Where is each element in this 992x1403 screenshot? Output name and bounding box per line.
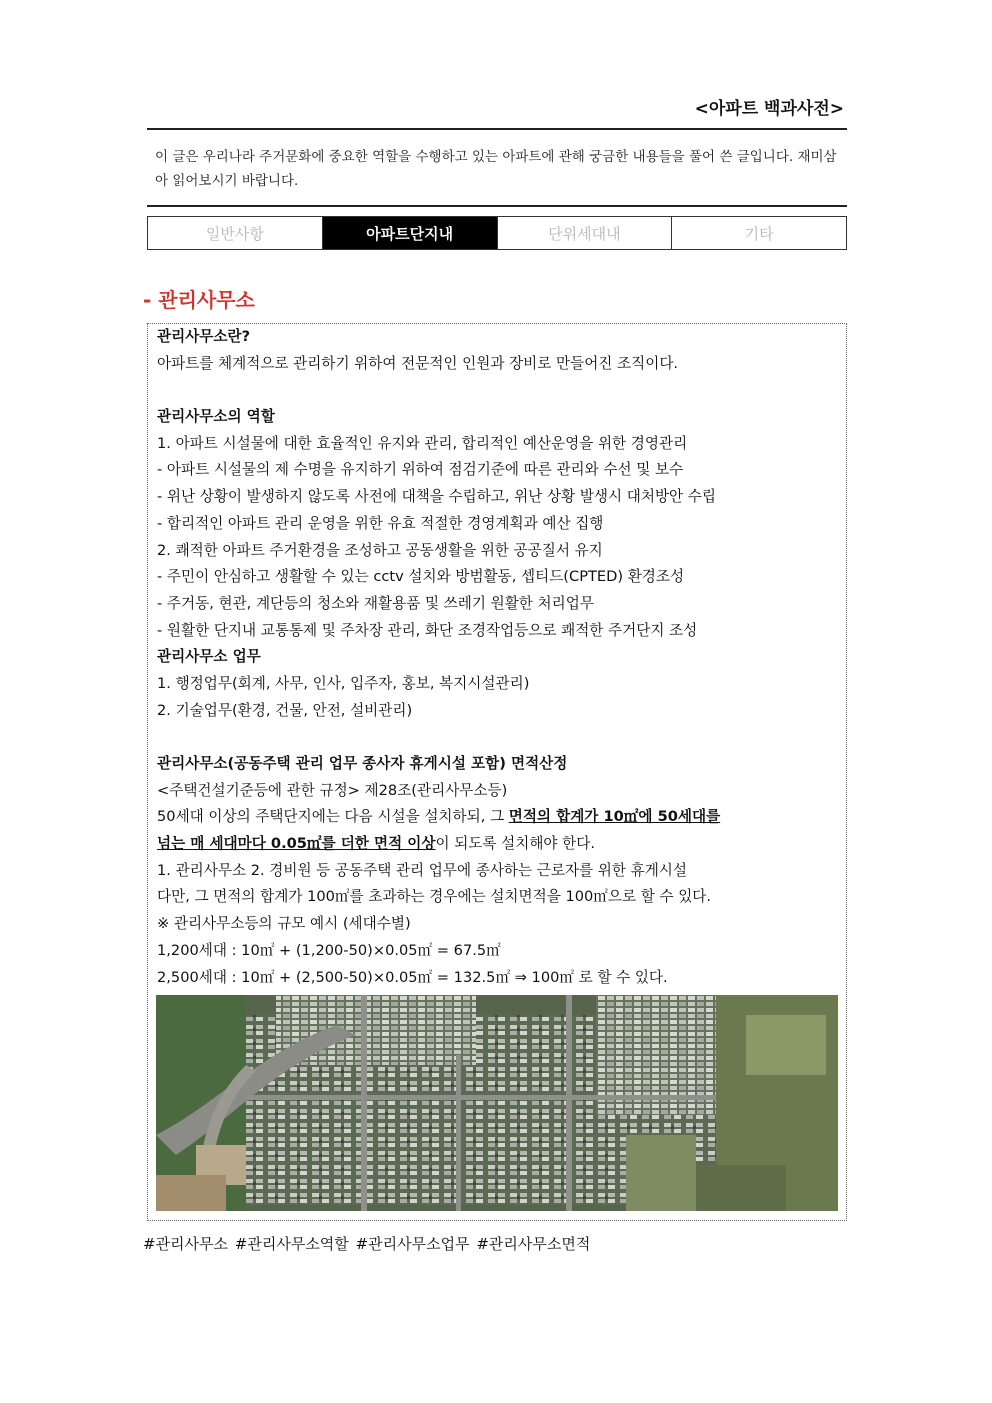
- definition-text: 아파트를 체계적으로 관리하기 위하여 전문적인 인원과 장비로 만들어진 조직이다.: [157, 354, 679, 372]
- example-heading: ※ 관리사무소등의 규모 예시 (세대수별): [157, 915, 411, 933]
- aerial-photo-image: [156, 995, 838, 1211]
- content-box: [147, 323, 847, 1221]
- role-subitem: - 주민이 안심하고 생활할 수 있는 cctv 설치와 방범활동, 셉티드(CPTED) 환경조성: [157, 568, 685, 586]
- example-row: 1,200세대 : 10㎡ + (1,200-50)×0.05㎡ = 67.5㎡: [157, 941, 501, 959]
- example-row: 2,500세대 : 10㎡ + (2,500-50)×0.05㎡ = 132.5㎡ ⇒ 100㎡ 로 할 수 있다.: [157, 968, 668, 986]
- section-title: - 관리사무소: [143, 288, 255, 312]
- role-subitem: - 합리적인 아파트 관리 운영을 위한 유효 적절한 경영계획과 예산 집행: [157, 514, 604, 532]
- aerial-photo: [156, 995, 838, 1211]
- work-heading: 관리사무소 업무: [157, 648, 261, 666]
- role-heading: 관리사무소의 역할: [157, 408, 275, 426]
- intro-text: 이 글은 우리나라 주거문화에 중요한 역할을 수행하고 있는 아파트에 관해 궁금한 내용들을 풀어 쓴 글입니다. 재미삼아 읽어보시기 바랍니다.: [155, 149, 837, 189]
- role-item: 2. 쾌적한 아파트 주거환경을 조성하고 공동생활을 위한 공공질서 유지: [157, 541, 603, 559]
- top-divider: [147, 128, 847, 130]
- role-subitem: - 원활한 단지내 교통통제 및 주차장 관리, 화단 조경작업등으로 쾌적한 주거단지 조성: [157, 621, 698, 639]
- work-item: 2. 기술업무(환경, 건물, 안전, 설비관리): [157, 701, 413, 719]
- role-subitem: - 아파트 시설물의 제 수명을 유지하기 위하여 점검기준에 따른 관리와 수선 및 보수: [157, 461, 684, 479]
- area-text-plain: 50세대 이상의 주택단지에는 다음 시설을 설치하되, 그: [157, 808, 509, 826]
- area-rule-reference: <주택건설기준등에 관한 규정> 제28조(관리사무소등): [157, 781, 508, 799]
- spacer: [157, 377, 841, 404]
- intro-divider: [147, 205, 847, 207]
- tab-unit[interactable]: 단위세대내: [497, 217, 672, 249]
- tab-apartment-complex[interactable]: 아파트단지내: [322, 217, 497, 249]
- area-item: 다만, 그 면적의 합계가 100㎡를 초과하는 경우에는 설치면적을 100㎡으로 할 수 있다.: [157, 888, 712, 906]
- work-item: 1. 행정업무(회계, 사무, 인사, 입주자, 홍보, 복지시설관리): [157, 674, 530, 692]
- area-text-plain: 이 되도록 설치해야 한다.: [435, 835, 595, 853]
- role-item: 1. 아파트 시설물에 대한 효율적인 유지와 관리, 합리적인 예산운영을 위한 경영관리: [157, 434, 688, 452]
- area-text-emphasis: 면적의 합계가 10㎡에 50세대를: [508, 808, 721, 826]
- area-heading: 관리사무소(공동주택 관리 업무 종사자 휴게시설 포함) 면적산정: [157, 755, 568, 772]
- role-subitem: - 위난 상황이 발생하지 않도록 사전에 대책을 수립하고, 위난 상황 발생시 대처방안 수립: [157, 488, 716, 506]
- area-text-line: [157, 831, 841, 858]
- tab-other[interactable]: 기타: [671, 217, 846, 249]
- tab-general[interactable]: 일반사항: [205, 224, 264, 243]
- area-text-line: [157, 804, 841, 831]
- document-title: <아파트 백과사전>: [694, 99, 844, 119]
- category-tabs: [147, 216, 847, 250]
- hashtags: #관리사무소 #관리사무소역할 #관리사무소업무 #관리사무소면적: [143, 1235, 591, 1253]
- area-item: 1. 관리사무소 2. 경비원 등 공동주택 관리 업무에 종사하는 근로자를 위한 휴게시설: [157, 861, 688, 879]
- spacer: [157, 724, 841, 751]
- question-heading: 관리사무소란?: [157, 328, 251, 345]
- area-text-emphasis: 넘는 매 세대마다 0.05㎡를 더한 면적 이상: [157, 835, 436, 853]
- role-subitem: - 주거동, 현관, 계단등의 청소와 재활용품 및 쓰레기 원활한 처리업무: [157, 594, 594, 612]
- content-body: [157, 324, 841, 991]
